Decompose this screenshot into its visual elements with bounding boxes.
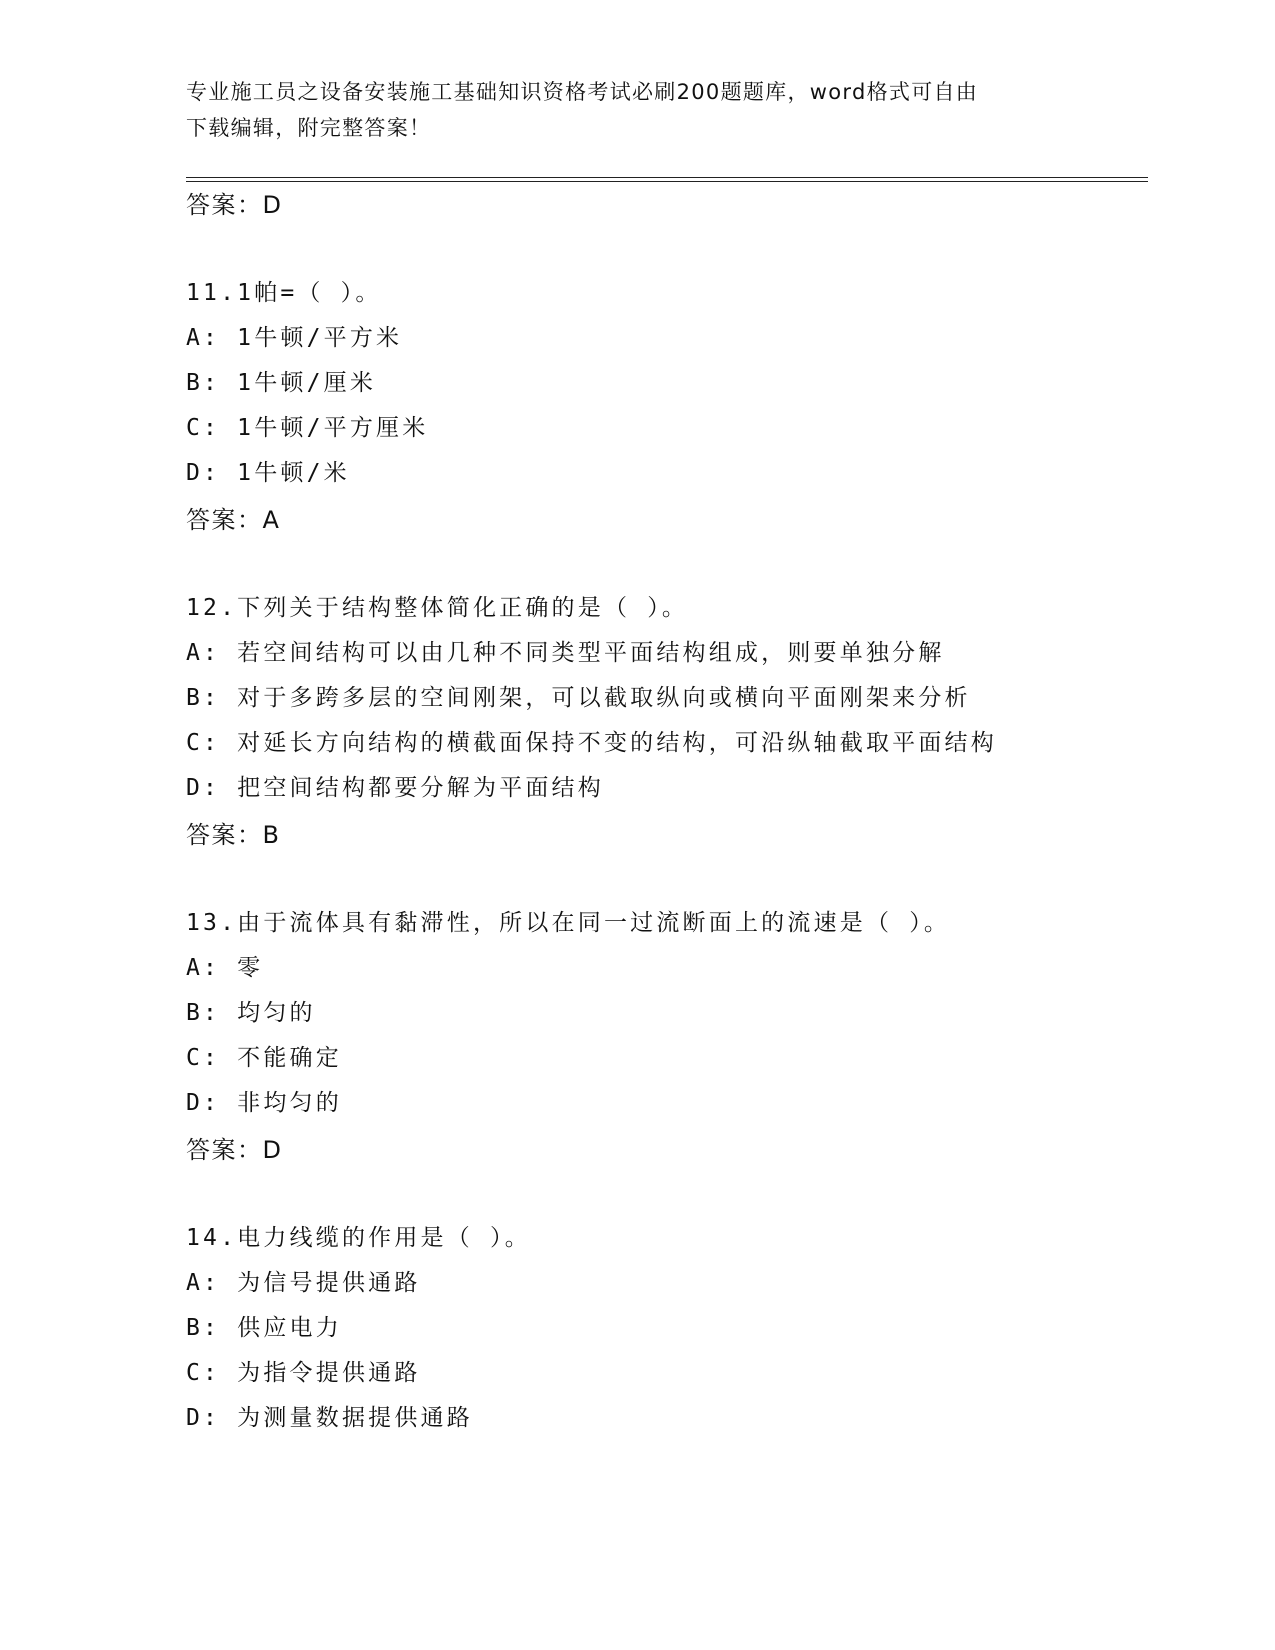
header-line-2: 下载编辑，附完整答案！ (186, 116, 432, 140)
question-14-option-c: C: 为指令提供通路 (186, 1360, 421, 1386)
question-12-option-b: B: 对于多跨多层的空间刚架，可以截取纵向或横向平面刚架来分析 (186, 685, 971, 711)
question-12-option-c: C: 对延长方向结构的横截面保持不变的结构，可沿纵轴截取平面结构 (186, 730, 997, 756)
question-13-option-d: D: 非均匀的 (186, 1090, 342, 1116)
question-12-option-a: A: 若空间结构可以由几种不同类型平面结构组成，则要单独分解 (186, 640, 945, 666)
question-14-option-b: B: 供应电力 (186, 1315, 342, 1341)
answer-10: 答案：D (186, 191, 283, 219)
question-14-option-d: D: 为测量数据提供通路 (186, 1405, 473, 1431)
question-14-option-a: A: 为信号提供通路 (186, 1270, 421, 1296)
question-11-option-c: C: 1牛顿/平方厘米 (186, 415, 429, 441)
answer-13: 答案：D (186, 1136, 283, 1164)
page-header (186, 74, 1066, 146)
question-13-option-b: B: 均匀的 (186, 1000, 316, 1026)
question-13-option-a: A: 零 (186, 955, 264, 981)
question-12-option-d: D: 把空间结构都要分解为平面结构 (186, 775, 604, 801)
question-12-stem: 12.下列关于结构整体简化正确的是（ ）。 (186, 595, 689, 621)
header-divider-bottom (186, 181, 1148, 182)
question-11-option-d: D: 1牛顿/米 (186, 460, 350, 486)
question-13-option-c: C: 不能确定 (186, 1045, 342, 1071)
header-line-1: 专业施工员之设备安装施工基础知识资格考试必刷200题题库，word格式可自由 (186, 80, 979, 104)
header-divider-top (186, 177, 1148, 178)
answer-11: 答案：A (186, 506, 281, 534)
question-14-stem: 14.电力线缆的作用是（ ）。 (186, 1225, 531, 1251)
question-11-stem: 11.1帕=（ ）。 (186, 280, 382, 306)
question-11-option-a: A: 1牛顿/平方米 (186, 325, 403, 351)
answer-12: 答案：B (186, 821, 281, 849)
question-11-option-b: B: 1牛顿/厘米 (186, 370, 377, 396)
question-13-stem: 13.由于流体具有黏滞性，所以在同一过流断面上的流速是（ ）。 (186, 910, 951, 936)
